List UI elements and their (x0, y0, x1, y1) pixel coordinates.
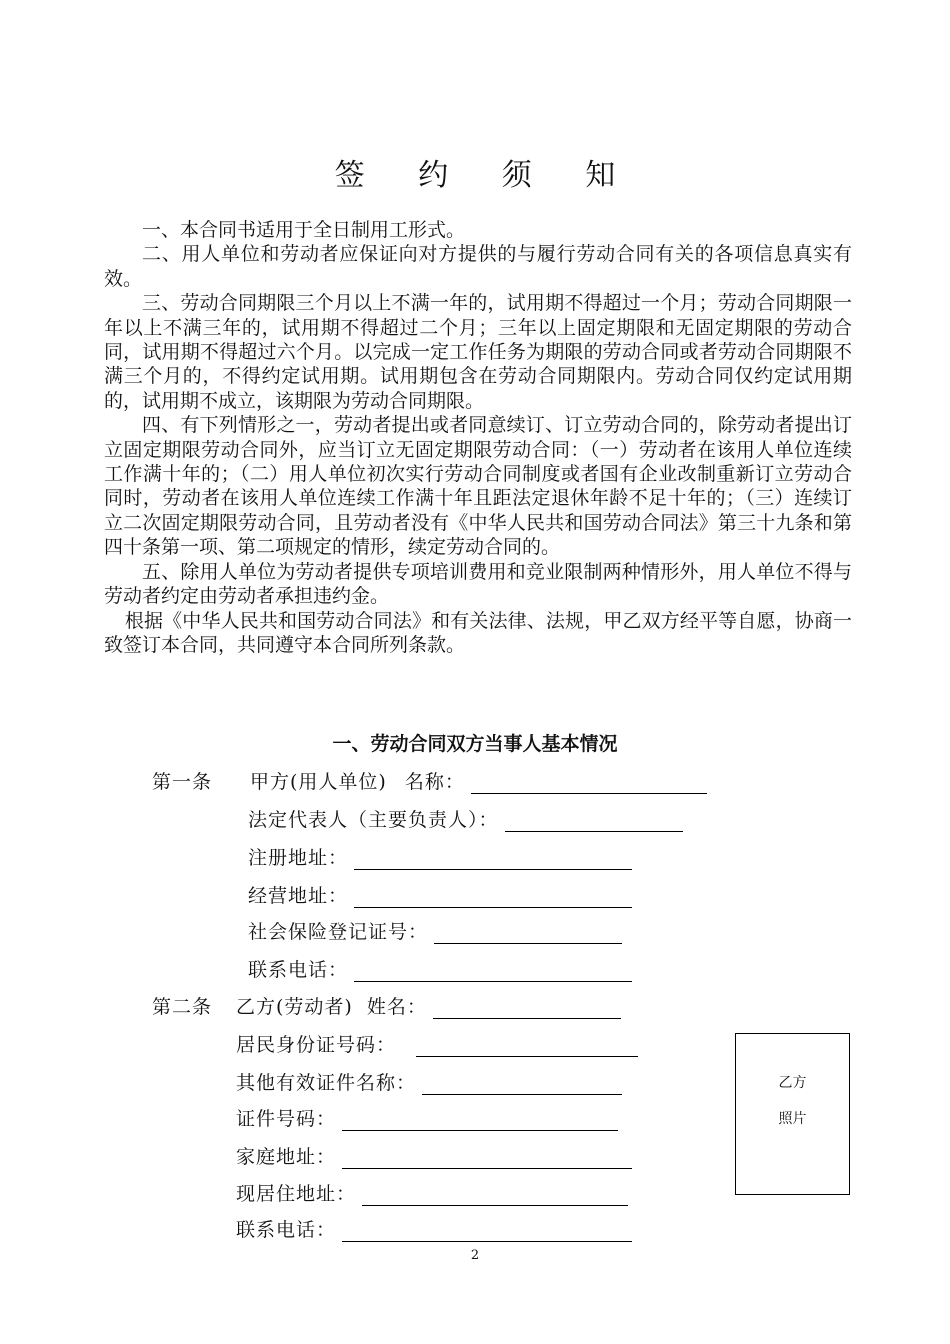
home-address-field[interactable] (342, 1146, 632, 1169)
party-a-name-row (152, 766, 707, 794)
party-a-phone-field[interactable] (354, 959, 632, 982)
legal-rep-label: 法定代表人（主要负责人）： (248, 809, 499, 831)
party-b-id-row (236, 1029, 638, 1057)
notice-body (104, 218, 852, 657)
id-number-label: 居民身份证号码： (236, 1034, 397, 1056)
party-a-name-label: 名称： (404, 771, 465, 793)
notice-item-5: 五、除用人单位为劳动者提供专项培训费用和竞业限制两种情形外，用人单位不得与劳动者约定由劳动者承担违约金。 (104, 560, 852, 608)
notice-item-3: 三、劳动合同期限三个月以上不满一年的，试用期不得超过一个月；劳动合同期限一年以上不满三年的，试用期不得超过二个月；三年以上固定期限和无固定期限的劳动合同，试用期不得超过六个月。以完成一定工作任务为期限的劳动合同或者劳动合同期限不满三个月的，不得约定试用期。试用期包含在劳动合同期限内。劳动合同仅约定试用期的，试用期不成立，该期限为劳动合同期限。 (104, 292, 852, 412)
article-2-label: 第二条 (152, 996, 213, 1018)
party-a-phone-label: 联系电话： (248, 959, 349, 981)
party-b-home-address-row (236, 1141, 632, 1169)
biz-address-label: 经营地址： (248, 885, 349, 907)
other-id-name-label: 其他有效证件名称： (236, 1072, 417, 1094)
section-heading: 一、劳动合同双方当事人基本情况 (332, 733, 618, 755)
photo-box (735, 1033, 850, 1195)
party-b-name-label: 姓名： (366, 996, 427, 1018)
party-a-phone-row (248, 954, 632, 982)
party-b-label: 乙方(劳动者) (236, 996, 353, 1018)
reg-address-label: 注册地址： (248, 847, 349, 869)
page-title: 签 约 须 知 (334, 158, 638, 193)
photo-box-label-line1: 乙方 (778, 1075, 807, 1091)
social-ins-field[interactable] (434, 921, 622, 944)
party-a-biz-address-row (248, 880, 632, 908)
party-b-phone-label: 联系电话： (236, 1219, 337, 1241)
other-id-name-field[interactable] (422, 1072, 622, 1095)
id-number-field[interactable] (416, 1034, 638, 1057)
party-b-phone-field[interactable] (342, 1219, 632, 1242)
biz-address-field[interactable] (354, 885, 632, 908)
notice-item-4: 四、有下列情形之一，劳动者提出或者同意续订、订立劳动合同的，除劳动者提出订立固定期限劳动合同外，应当订立无固定期限劳动合同：（一）劳动者在该用人单位连续工作满十年的；（二）用人单位初次实行劳动合同制度或者国有企业改制重新订立劳动合同时，劳动者在该用人单位连续工作满十年且距法定退休年龄不足十年的；（三）连续订立二次固定期限劳动合同，且劳动者没有《中华人民共和国劳动合同法》第三十九条和第四十条第一项、第二项规定的情形，续定劳动合同的。 (104, 414, 852, 559)
current-address-label: 现居住地址： (236, 1183, 357, 1205)
notice-item-2: 二、用人单位和劳动者应保证向对方提供的与履行劳动合同有关的各项信息真实有效。 (104, 243, 852, 290)
party-b-phone-row (236, 1214, 632, 1242)
party-b-cert-no-row (236, 1103, 618, 1131)
cert-number-field[interactable] (342, 1108, 618, 1131)
reg-address-field[interactable] (354, 847, 632, 870)
current-address-field[interactable] (362, 1183, 628, 1206)
home-address-label: 家庭地址： (236, 1146, 337, 1168)
party-a-legal-rep-row (248, 804, 683, 832)
page-number: 2 (470, 1248, 480, 1263)
article-1-label: 第一条 (152, 771, 213, 793)
party-a-label: 甲方(用人单位) (250, 771, 387, 793)
legal-rep-field[interactable] (505, 809, 683, 832)
social-ins-label: 社会保险登记证号： (248, 921, 429, 943)
party-b-current-address-row (236, 1178, 628, 1206)
party-b-other-id-row (236, 1067, 622, 1095)
closing-paragraph: 根据《中华人民共和国劳动合同法》和有关法律、法规，甲乙双方经平等自愿，协商一致签订本合同，共同遵守本合同所列条款。 (104, 609, 852, 656)
party-b-name-field[interactable] (433, 996, 621, 1019)
cert-number-label: 证件号码： (236, 1108, 337, 1130)
notice-item-1: 一、本合同书适用于全日制用工形式。 (142, 219, 466, 241)
party-a-reg-address-row (248, 842, 632, 870)
photo-box-label-line2: 照片 (778, 1111, 807, 1127)
party-a-social-ins-row (248, 916, 622, 944)
party-a-name-field[interactable] (471, 771, 707, 794)
party-b-name-row (152, 991, 621, 1019)
